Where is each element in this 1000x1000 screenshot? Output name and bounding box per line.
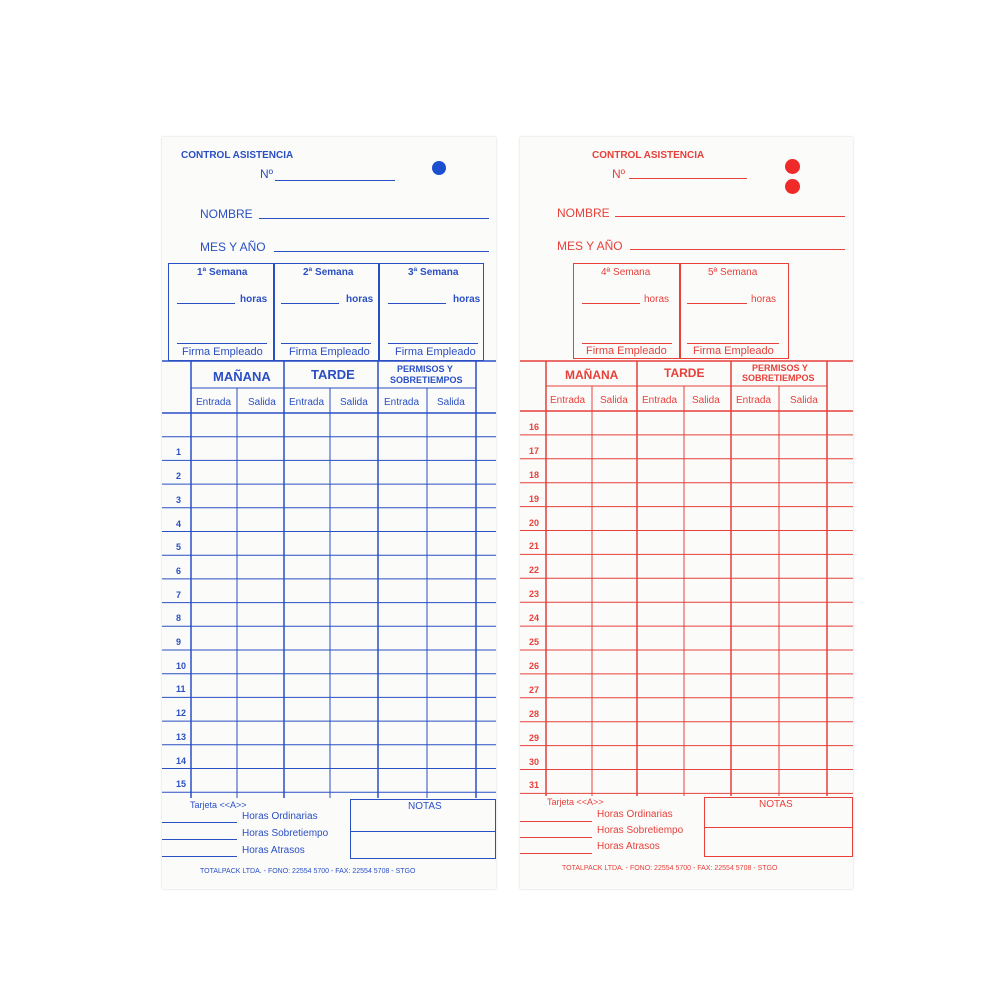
totals-field[interactable] bbox=[162, 856, 237, 857]
totals-field[interactable] bbox=[520, 837, 592, 838]
time-table-grid bbox=[162, 137, 496, 889]
header-entrada: Entrada bbox=[289, 397, 325, 408]
day-number: 17 bbox=[529, 445, 540, 456]
day-number: 15 bbox=[176, 779, 187, 790]
header-permisos: PERMISOS Y bbox=[752, 363, 808, 373]
tarjeta-label: Tarjeta <<A>> bbox=[547, 797, 604, 807]
week-label: 4ª Semana bbox=[601, 267, 651, 278]
footer-text: TOTALPACK LTDA. - FONO: 22554 5700 - FAX: 22554 5708 - STGO bbox=[200, 868, 416, 875]
header-entrada: Entrada bbox=[736, 395, 772, 406]
day-number: 30 bbox=[529, 756, 540, 767]
day-number: 7 bbox=[176, 589, 182, 600]
day-number: 27 bbox=[529, 684, 540, 695]
day-number: 29 bbox=[529, 732, 540, 743]
number-label: Nº bbox=[260, 167, 274, 181]
week-signature-label: Firma Empleado bbox=[586, 345, 667, 357]
totals-field[interactable] bbox=[520, 821, 592, 822]
totals-label: Horas Sobretiempo bbox=[242, 828, 329, 839]
card-title: CONTROL ASISTENCIA bbox=[181, 150, 294, 161]
header-entrada: Entrada bbox=[642, 395, 678, 406]
header-salida: Salida bbox=[600, 395, 628, 406]
header-salida: Salida bbox=[692, 395, 720, 406]
header-manana: MAÑANA bbox=[213, 369, 271, 384]
week-label: 1ª Semana bbox=[197, 267, 248, 278]
day-number: 23 bbox=[529, 589, 540, 600]
attendance-card-red bbox=[520, 137, 853, 889]
day-number: 21 bbox=[529, 541, 540, 552]
header-entrada: Entrada bbox=[384, 397, 420, 408]
notes-label: NOTAS bbox=[408, 801, 442, 812]
name-label: NOMBRE bbox=[557, 206, 610, 220]
header-tarde: TARDE bbox=[664, 366, 705, 380]
week-signature-label: Firma Empleado bbox=[289, 346, 370, 358]
day-number: 26 bbox=[529, 660, 540, 671]
header-sobretiempos: SOBRETIEMPOS bbox=[742, 373, 815, 383]
day-number: 24 bbox=[529, 613, 540, 624]
totals-label: Horas Ordinarias bbox=[242, 811, 318, 822]
time-table-grid bbox=[520, 137, 853, 889]
number-label: Nº bbox=[612, 167, 626, 181]
day-number: 28 bbox=[529, 708, 540, 719]
day-number: 4 bbox=[176, 518, 182, 529]
day-number: 20 bbox=[529, 517, 540, 528]
week-signature-label: Firma Empleado bbox=[395, 346, 476, 358]
day-number: 14 bbox=[176, 755, 187, 766]
card-title: CONTROL ASISTENCIA bbox=[592, 150, 705, 161]
day-number: 2 bbox=[176, 471, 182, 482]
totals-field[interactable] bbox=[162, 822, 237, 823]
header-entrada: Entrada bbox=[196, 397, 232, 408]
notes-label: NOTAS bbox=[759, 799, 793, 810]
attendance-card-blue bbox=[162, 137, 496, 889]
day-number: 6 bbox=[176, 565, 182, 576]
week-signature-label: Firma Empleado bbox=[182, 346, 263, 358]
day-number: 16 bbox=[529, 421, 540, 432]
header-entrada: Entrada bbox=[550, 395, 586, 406]
header-tarde: TARDE bbox=[311, 367, 355, 382]
day-number: 31 bbox=[529, 780, 540, 791]
header-permisos: PERMISOS Y bbox=[397, 364, 453, 374]
month-year-label: MES Y AÑO bbox=[557, 239, 623, 253]
name-label: NOMBRE bbox=[200, 207, 253, 221]
totals-field[interactable] bbox=[162, 839, 237, 840]
day-number: 22 bbox=[529, 565, 540, 576]
header-salida: Salida bbox=[340, 397, 368, 408]
header-manana: MAÑANA bbox=[565, 368, 619, 382]
day-number: 25 bbox=[529, 637, 540, 647]
footer-text: TOTALPACK LTDA. - FONO: 22554 5700 - FAX: 22554 5708 - STGO bbox=[562, 865, 778, 872]
day-number: 18 bbox=[529, 469, 540, 480]
week-hours-label: horas bbox=[751, 294, 777, 305]
notes-divider bbox=[704, 827, 853, 828]
notes-divider bbox=[350, 831, 496, 832]
day-number: 13 bbox=[176, 731, 187, 742]
day-number: 12 bbox=[176, 708, 187, 719]
week-label: 3ª Semana bbox=[408, 267, 459, 278]
month-year-label: MES Y AÑO bbox=[200, 240, 266, 254]
header-sobretiempos: SOBRETIEMPOS bbox=[390, 375, 463, 385]
week-label: 2ª Semana bbox=[303, 267, 354, 278]
header-salida: Salida bbox=[790, 395, 818, 406]
day-number: 9 bbox=[176, 637, 182, 647]
day-number: 19 bbox=[529, 493, 540, 504]
day-number: 8 bbox=[176, 613, 182, 624]
totals-label: Horas Atrasos bbox=[242, 845, 305, 856]
week-hours-label: horas bbox=[453, 294, 481, 305]
week-hours-label: horas bbox=[240, 294, 268, 305]
totals-label: Horas Atrasos bbox=[597, 841, 660, 852]
header-salida: Salida bbox=[248, 397, 276, 408]
header-salida: Salida bbox=[437, 397, 465, 408]
totals-label: Horas Ordinarias bbox=[597, 809, 673, 820]
day-number: 5 bbox=[176, 542, 182, 553]
day-number: 3 bbox=[176, 494, 182, 505]
week-hours-label: horas bbox=[346, 294, 374, 305]
day-number: 1 bbox=[176, 447, 182, 458]
totals-field[interactable] bbox=[520, 853, 592, 854]
day-number: 11 bbox=[176, 684, 186, 695]
week-hours-label: horas bbox=[644, 294, 670, 305]
week-signature-label: Firma Empleado bbox=[693, 345, 774, 357]
tarjeta-label: Tarjeta <<A>> bbox=[190, 800, 247, 810]
day-number: 10 bbox=[176, 660, 187, 671]
week-label: 5ª Semana bbox=[708, 267, 758, 278]
totals-label: Horas Sobretiempo bbox=[597, 825, 684, 836]
